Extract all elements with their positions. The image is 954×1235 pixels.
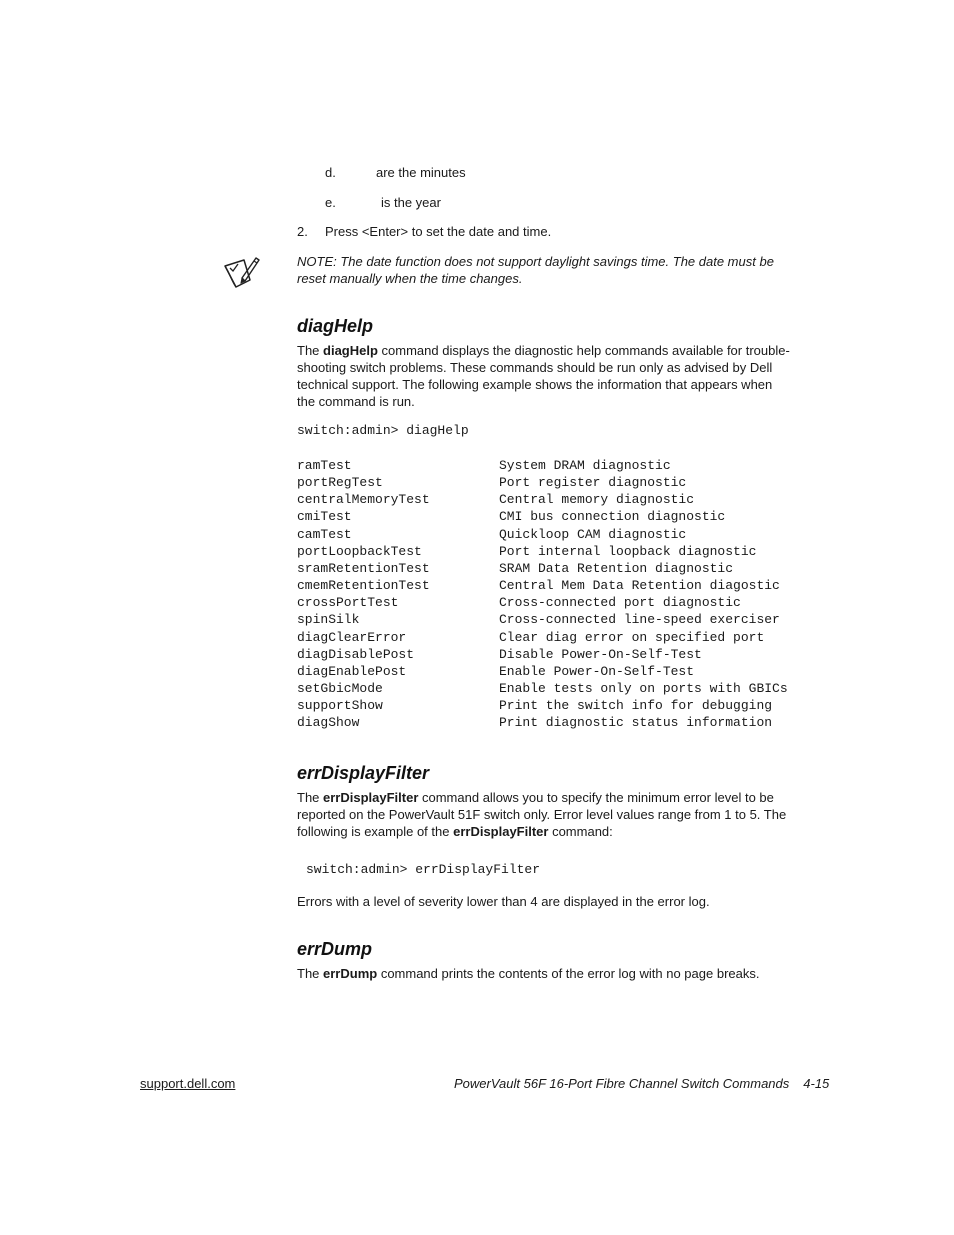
diaghelp-command-name: sramRetentionTest (297, 560, 430, 576)
step-2-marker: 2. (297, 224, 308, 239)
diaghelp-command-name: setGbicMode (297, 681, 383, 696)
diaghelp-command-description: Port register diagnostic (499, 475, 687, 491)
text: The (297, 790, 324, 805)
diaghelp-para-line-4: the command is run. (297, 394, 415, 409)
diaghelp-para-line-2: shooting switch problems. These commands should be run only as advised by Dell (297, 360, 773, 375)
diaghelp-command-description: Print diagnostic status information (499, 715, 773, 731)
section-heading-errdisplayfilter: errDisplayFilter (297, 763, 430, 783)
errdisplayfilter-para-line-2: reported on the PowerVault 51F switch only. Error level values range from 1 to 5. The (297, 807, 787, 822)
diaghelp-command-description: Port internal loopback diagnostic (499, 543, 757, 559)
command-name: errDisplayFilter (453, 824, 549, 839)
text: command: (548, 824, 613, 839)
diaghelp-command-description: Central memory diagnostic (499, 492, 695, 508)
command-name: diagHelp (323, 343, 378, 358)
errdisplayfilter-para-line-1 (297, 789, 832, 806)
errdump-para (297, 965, 832, 982)
diaghelp-command-name: camTest (297, 526, 352, 542)
text: The (297, 966, 324, 981)
diaghelp-command-description: Central Mem Data Retention diagostic (499, 578, 780, 593)
page-number: 4-15 (803, 1076, 830, 1091)
diaghelp-command-name: diagShow (297, 715, 360, 731)
note-line-2: reset manually when the time changes. (297, 271, 523, 286)
diaghelp-command-description: Cross-connected port diagnostic (499, 595, 741, 611)
errdisplayfilter-after: Errors with a level of severity lower than 4 are displayed in the error log. (297, 894, 710, 909)
diaghelp-command-name: diagClearError (297, 629, 407, 645)
diaghelp-command-description: Cross-connected line-speed exerciser (499, 612, 780, 628)
step-e-text: is the year (381, 195, 441, 210)
text: command displays the diagnostic help commands available for trouble- (377, 343, 790, 358)
diaghelp-command-description: Enable tests only on ports with GBICs (499, 681, 788, 696)
step-d-marker: d. (325, 165, 336, 180)
diaghelp-command-description: Disable Power-On-Self-Test (499, 646, 702, 662)
diaghelp-command-name: ramTest (297, 458, 352, 473)
diaghelp-command-name: cmiTest (297, 509, 352, 525)
note-pencil-icon (222, 254, 262, 290)
diaghelp-para-line-1 (297, 342, 832, 359)
footer-title (454, 1075, 829, 1092)
diaghelp-command-name: centralMemoryTest (297, 492, 430, 508)
footer-link[interactable]: support.dell.com (140, 1076, 236, 1091)
step-d-text: are the minutes (376, 165, 466, 180)
diaghelp-command-name: crossPortTest (297, 595, 399, 611)
step-2-text: Press <Enter> to set the date and time. (325, 224, 552, 239)
text: The (297, 343, 324, 358)
diaghelp-command-name: supportShow (297, 698, 383, 714)
diaghelp-command-description: Print the switch info for debugging (499, 698, 773, 714)
command-name: errDump (323, 966, 378, 981)
diaghelp-command-description: Enable Power-On-Self-Test (499, 663, 695, 679)
diaghelp-command-description: System DRAM diagnostic (499, 458, 671, 473)
diaghelp-command-description: SRAM Data Retention diagnostic (499, 560, 734, 576)
text: command prints the contents of the error log with no page breaks. (377, 966, 760, 981)
diaghelp-command-name: portLoopbackTest (297, 543, 422, 559)
diaghelp-para-line-3: technical support. The following example shows the information that appears when (297, 377, 773, 392)
note-line-1: NOTE: The date function does not support daylight savings time. The date must be (297, 254, 774, 269)
errdisplayfilter-prompt: switch:admin> errDisplayFilter (306, 862, 541, 877)
text: command allows you to specify the minimum error level to be (418, 790, 774, 805)
diaghelp-command-name: diagEnablePost (297, 663, 407, 679)
text: following is example of the (297, 824, 454, 839)
section-heading-diaghelp: diagHelp (297, 316, 374, 336)
step-e-marker: e. (325, 195, 336, 210)
diaghelp-command-description: Clear diag error on specified port (499, 629, 765, 645)
diaghelp-command-name: cmemRetentionTest (297, 578, 430, 593)
diaghelp-command-description: CMI bus connection diagnostic (499, 509, 726, 525)
diaghelp-command-description: Quickloop CAM diagnostic (499, 526, 687, 542)
diaghelp-prompt: switch:admin> diagHelp (297, 423, 469, 438)
command-name: errDisplayFilter (323, 790, 419, 805)
section-heading-errdump: errDump (297, 939, 373, 959)
diaghelp-command-name: spinSilk (297, 612, 360, 628)
diaghelp-command-name: diagDisablePost (297, 646, 415, 662)
errdisplayfilter-para-line-3 (297, 823, 832, 840)
diaghelp-command-name: portRegTest (297, 475, 383, 491)
footer-doc-title: PowerVault 56F 16-Port Fibre Channel Switch Commands (454, 1076, 790, 1091)
